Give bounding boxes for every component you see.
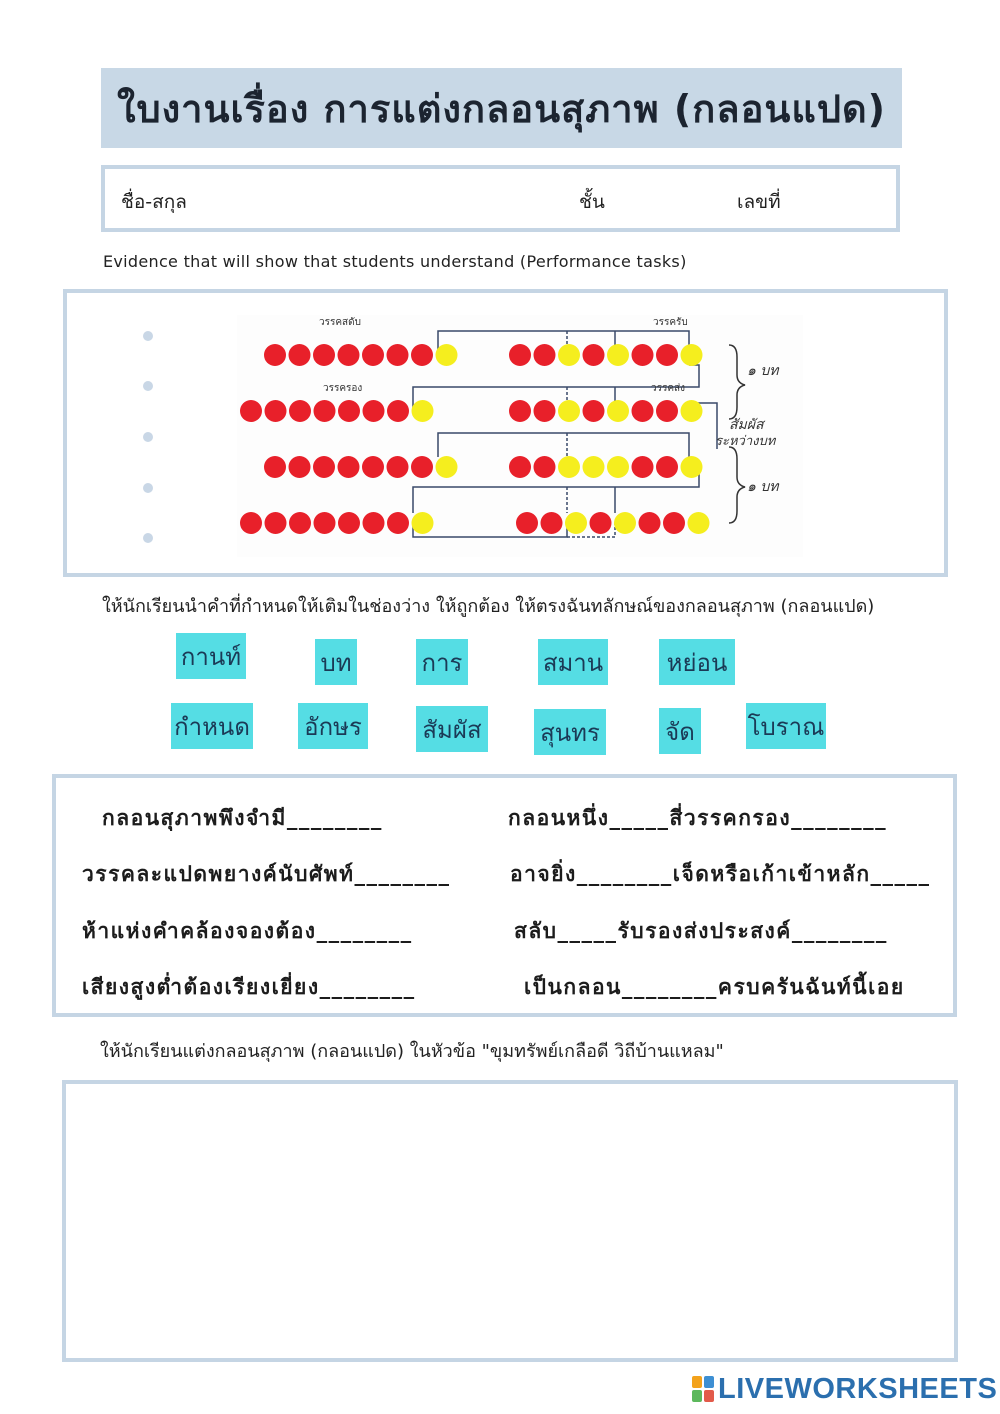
syllable-circle-red [516, 512, 538, 534]
syllable-circle-red [289, 400, 311, 422]
word-chip[interactable]: การ [416, 639, 468, 685]
bullet-dot [143, 381, 153, 391]
syllable-circle-red [363, 400, 385, 422]
poem-line-left-4: เสียงสูงต่ำต้องเรียงเยี่ยง________ [82, 975, 416, 999]
syllable-circle-red [265, 400, 287, 422]
syllable-circle-red [534, 400, 556, 422]
syllable-circle-red [663, 512, 685, 534]
syllable-circle-yellow [681, 344, 703, 366]
syllable-circle-red [338, 512, 360, 534]
label-bot-2: ๑ บท [747, 479, 779, 495]
logo-text: LIVEWORKSHEETS [718, 1372, 998, 1405]
syllable-circle-yellow [412, 400, 434, 422]
syllable-circle-yellow [583, 456, 605, 478]
label-wak-sadap: วรรคสดับ [319, 317, 361, 328]
syllable-circle-red [387, 456, 409, 478]
word-chip[interactable]: หย่อน [659, 639, 735, 685]
syllable-circle-red [411, 344, 433, 366]
poem-line-left-3: ห้าแห่งคำคล้องจองต้อง________ [82, 919, 413, 943]
poem-structure-diagram-box [63, 289, 948, 577]
syllable-circle-red [632, 344, 654, 366]
label-between-stanzas: ระหว่างบท [715, 434, 776, 449]
poem-line-left-1: กลอนสุภาพพึงจำมี________ [102, 806, 383, 830]
word-chip[interactable]: โบราณ [746, 703, 826, 749]
syllable-circle-yellow [688, 512, 710, 534]
syllable-circle-red [289, 344, 311, 366]
syllable-circle-yellow [412, 512, 434, 534]
syllable-circle-red [509, 344, 531, 366]
poem-line-right-1: กลอนหนึ่ง_____สี่วรรคกรอง________ [508, 806, 888, 830]
number-label: เลขที่ [737, 191, 781, 213]
syllable-circle-red [338, 344, 360, 366]
syllable-circle-red [314, 512, 336, 534]
bullet-dot [143, 331, 153, 341]
syllable-circle-red [411, 456, 433, 478]
label-wak-rong: วรรครอง [323, 383, 363, 394]
syllable-circle-red [363, 512, 385, 534]
instruction-compose: ให้นักเรียนแต่งกลอนสุภาพ (กลอนแปด) ในหัวข้อ "ขุมทรัพย์เกลือดี วิถีบ้านแหลม" [100, 1041, 724, 1062]
syllable-circle-yellow [607, 456, 629, 478]
word-chip[interactable]: สัมผัส [416, 706, 488, 752]
worksheet-title: ใบงานเรื่อง การแต่งกลอนสุภาพ (กลอนแปด) [116, 86, 887, 131]
syllable-circle-red [509, 400, 531, 422]
syllable-circle-red [313, 456, 335, 478]
syllable-circle-yellow [558, 400, 580, 422]
poem-line-right-4: เป็นกลอน________ครบครันฉันท์นี้เอย [524, 975, 905, 999]
syllable-circle-yellow [565, 512, 587, 534]
syllable-circle-red [583, 400, 605, 422]
syllable-circle-red [240, 400, 262, 422]
word-chip[interactable]: อักษร [298, 703, 368, 749]
syllable-circle-red [240, 512, 262, 534]
syllable-circle-red [289, 512, 311, 534]
poem-structure-diagram [237, 315, 803, 557]
syllable-circle-red [632, 456, 654, 478]
syllable-circle-red [509, 456, 531, 478]
label-wak-song: วรรคส่ง [651, 383, 686, 394]
logo-icon [692, 1376, 714, 1402]
syllable-circle-red [313, 344, 335, 366]
syllable-circle-red [656, 400, 678, 422]
word-chip[interactable]: จัด [659, 708, 701, 754]
poem-line-right-2: อาจยิ่ง________เจ็ดหรือเก้าเข้าหลัก_____ [510, 862, 931, 886]
label-wak-rap: วรรครับ [653, 317, 688, 328]
syllable-circle-red [583, 344, 605, 366]
syllable-circle-red [289, 456, 311, 478]
syllable-circle-yellow [607, 400, 629, 422]
syllable-circle-red [362, 344, 384, 366]
syllable-circle-yellow [607, 344, 629, 366]
syllable-circle-red [534, 344, 556, 366]
answer-textarea-box[interactable] [62, 1080, 958, 1362]
syllable-circle-yellow [558, 456, 580, 478]
syllable-circle-yellow [681, 400, 703, 422]
syllable-circle-red [534, 456, 556, 478]
syllable-circle-red [362, 456, 384, 478]
word-chip[interactable]: สมาน [538, 639, 608, 685]
syllable-circle-red [264, 456, 286, 478]
syllable-circle-yellow [614, 512, 636, 534]
syllable-circle-red [639, 512, 661, 534]
syllable-circle-red [656, 344, 678, 366]
word-chip[interactable]: กานท์ [176, 633, 246, 679]
syllable-circle-red [264, 344, 286, 366]
syllable-circle-yellow [436, 344, 458, 366]
bullet-dot [143, 533, 153, 543]
syllable-circle-red [632, 400, 654, 422]
word-chip[interactable]: สุนทร [534, 709, 606, 755]
syllable-circle-red [265, 512, 287, 534]
poem-fill-in-box [52, 774, 957, 1017]
syllable-circle-red [541, 512, 563, 534]
evidence-text: Evidence that will show that students understand (Performance tasks) [103, 252, 687, 271]
poem-line-left-2: วรรคละแปดพยางค์นับศัพท์________ [82, 862, 451, 886]
syllable-circle-red [338, 456, 360, 478]
bullet-dot [143, 483, 153, 493]
student-info-box [101, 165, 900, 232]
word-chip[interactable]: บท [315, 639, 357, 685]
label-bot-1: ๑ บท [747, 363, 779, 379]
syllable-circle-yellow [681, 456, 703, 478]
class-label: ชั้น [579, 191, 605, 213]
liveworksheets-logo [692, 1372, 997, 1406]
syllable-circle-red [387, 512, 409, 534]
syllable-circle-red [590, 512, 612, 534]
syllable-circle-red [314, 400, 336, 422]
syllable-circle-red [387, 344, 409, 366]
bullet-dot [143, 432, 153, 442]
syllable-circle-red [387, 400, 409, 422]
name-label: ชื่อ-สกุล [121, 191, 187, 213]
poem-line-right-3: สลับ_____รับรองส่งประสงค์________ [514, 919, 888, 943]
instruction-fill-in: ให้นักเรียนนำคำที่กำหนดให้เติมในช่องว่าง ให้ถูกต้อง ให้ตรงฉันทลักษณ์ของกลอนสุภาพ (กลอนแปด) [102, 596, 875, 617]
syllable-circle-red [338, 400, 360, 422]
syllable-circle-red [656, 456, 678, 478]
word-chip[interactable]: กำหนด [171, 703, 253, 749]
label-samphat: สัมผัส [729, 417, 764, 433]
title-banner [101, 68, 902, 148]
syllable-circle-yellow [436, 456, 458, 478]
syllable-circle-yellow [558, 344, 580, 366]
